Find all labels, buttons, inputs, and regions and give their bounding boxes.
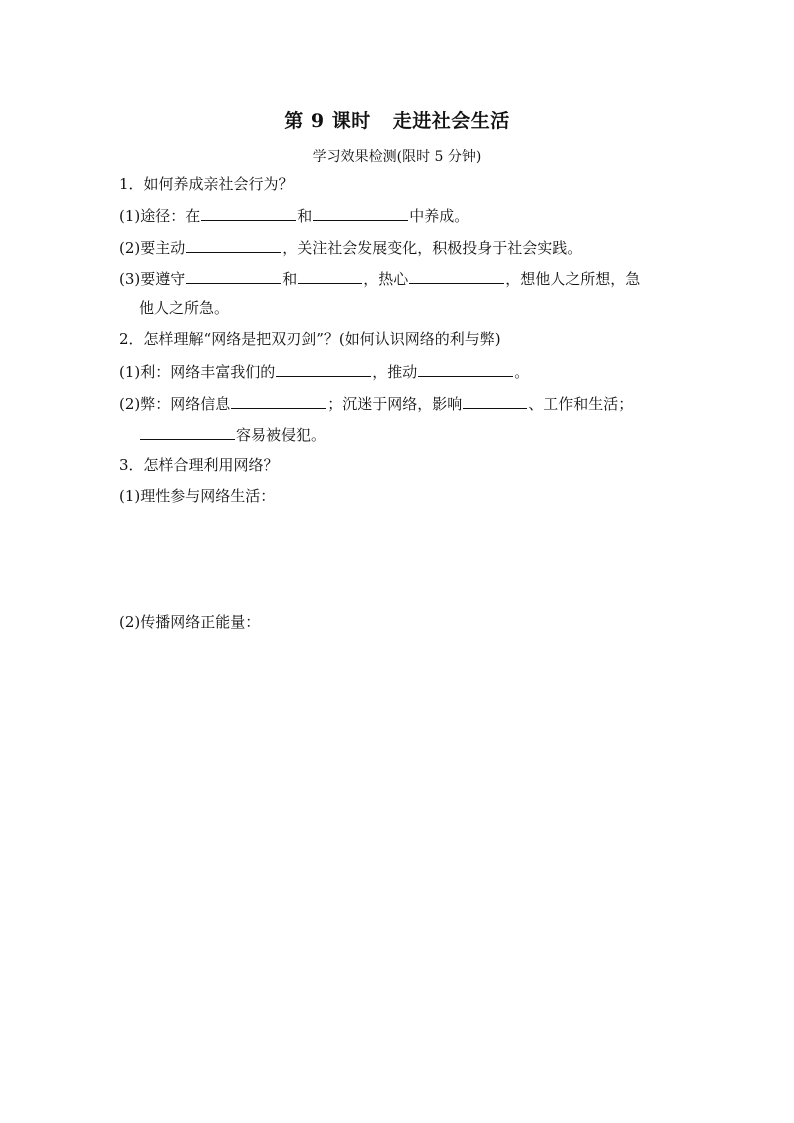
fill-blank[interactable] xyxy=(298,268,362,284)
fill-blank[interactable] xyxy=(409,268,504,284)
question-1: 1．如何养成亲社会行为？ xyxy=(119,175,294,193)
fill-blank[interactable] xyxy=(186,237,281,253)
question-3-item-2: (2)传播网络正能量： xyxy=(119,613,261,631)
question-3-item-1: (1)理性参与网络生活： xyxy=(119,487,276,505)
fill-blank[interactable] xyxy=(418,361,513,377)
fill-blank[interactable] xyxy=(231,393,326,409)
question-1-item-3-continued: 他人之所急。 xyxy=(139,299,230,317)
question-1-item-2: (2)要主动 ，关注社会发展变化，积极投身于社会实践。 xyxy=(119,239,583,257)
page-title xyxy=(0,106,794,133)
question-1-item-1: (1)途径：在 和 中养成。 xyxy=(119,207,470,225)
page-subtitle: 学习效果检测(限时 5 分钟) xyxy=(312,149,482,165)
fill-blank[interactable] xyxy=(276,361,371,377)
fill-blank[interactable] xyxy=(313,205,408,221)
question-1-item-3: (3)要遵守 和 ，热心 ，想他人之所想，急 xyxy=(119,270,641,288)
fill-blank[interactable] xyxy=(186,268,281,284)
fill-blank[interactable] xyxy=(463,393,527,409)
fill-blank[interactable] xyxy=(201,205,296,221)
question-3: 3．怎样合理利用网络？ xyxy=(119,456,279,474)
question-2-item-2: (2)弊：网络信息 ；沉迷于网络，影响 、工作和生活； xyxy=(119,395,634,413)
lesson-number: 第 9 课时 xyxy=(284,110,371,132)
question-2: 2．怎样理解“网络是把双刃剑”？(如何认识网络的利与弊) xyxy=(119,330,501,348)
lesson-name: 走进社会生活 xyxy=(392,110,510,132)
fill-blank[interactable] xyxy=(140,424,235,440)
question-2-item-1: (1)利：网络丰富我们的 ，推动 。 xyxy=(119,363,530,381)
question-2-item-2-continued: 容易被侵犯。 xyxy=(139,424,326,445)
